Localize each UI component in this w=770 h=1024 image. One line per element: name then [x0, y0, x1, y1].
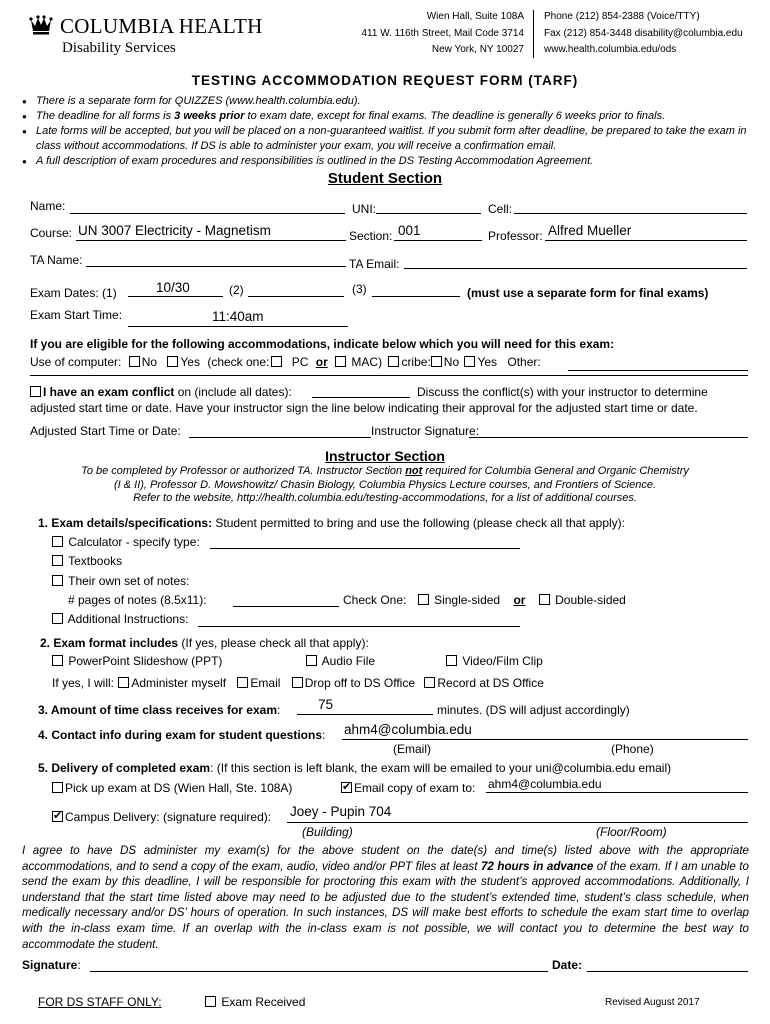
revision-date: Revised August 2017	[605, 997, 700, 1008]
double-sided-label: Double-sided	[555, 593, 626, 607]
dropoff-label: Drop off to DS Office	[304, 676, 416, 690]
name-field[interactable]	[70, 213, 345, 214]
uni-field[interactable]	[376, 213, 481, 214]
notes-option	[52, 574, 190, 588]
exam-date-2-label: (2)	[229, 283, 244, 297]
student-separator	[30, 375, 748, 376]
single-sided-label: Single-sided	[434, 593, 501, 607]
eligibility-text: If you are eligible for the following accommodations, indicate below which you will need for this exam:	[30, 337, 615, 351]
professor-underline	[545, 240, 747, 241]
calculator-type-field[interactable]	[210, 548, 520, 549]
section-field[interactable]: 001	[398, 223, 421, 238]
professor-label: Professor:	[488, 229, 543, 243]
conflict-instructions: Discuss the conflict(s) with your instructor to determine	[417, 385, 708, 399]
ppt-label: PowerPoint Slideshow (PPT)	[68, 654, 223, 668]
computer-no-checkbox[interactable]	[129, 356, 140, 367]
administer-checkbox[interactable]	[118, 677, 129, 688]
date-field[interactable]	[587, 971, 748, 972]
exam-dates-label: Exam Dates: (1)	[30, 286, 117, 300]
agreement-emphasis: 72 hours in advance	[480, 859, 594, 873]
pc-checkbox[interactable]	[271, 356, 282, 367]
campus-delivery-checkbox[interactable]	[52, 811, 63, 822]
scribe-checkbox[interactable]	[388, 356, 399, 367]
mac-label: MAC)	[351, 355, 383, 369]
q3-label: 3. Amount of time class receives for exam	[38, 703, 277, 717]
instruction-item	[22, 109, 752, 124]
ifyes-row	[52, 676, 544, 690]
q1-label: 1. Exam details/specifications:	[38, 516, 213, 530]
deadline-emphasis: 3 weeks prior	[174, 110, 245, 122]
question-4	[38, 728, 325, 742]
instruction-text: The deadline for all forms is	[36, 110, 175, 122]
audio-option	[306, 654, 375, 668]
additional-label: Additional Instructions:	[67, 612, 189, 626]
double-sided-checkbox[interactable]	[539, 594, 550, 605]
email-copy-checkbox[interactable]	[341, 782, 352, 793]
q2-text: (If yes, please check all that apply):	[178, 636, 369, 650]
email-caption: (Email)	[393, 742, 431, 756]
email-copy-underline	[486, 792, 748, 793]
exam-time-field[interactable]: 75	[318, 697, 334, 712]
floor-room-caption: (Floor/Room)	[596, 825, 667, 839]
pages-of-notes-label: # pages of notes (8.5x11):	[68, 593, 207, 607]
video-option	[446, 654, 543, 668]
q1-text: Student permitted to bring and use the following (please check all that apply):	[212, 516, 625, 530]
contact-email-field[interactable]: ahm4@columbia.edu	[344, 722, 472, 737]
campus-delivery-label: Campus Delivery: (signature required):	[65, 810, 272, 824]
or-label: or	[315, 355, 328, 369]
instructor-signature-field[interactable]	[469, 437, 748, 438]
exam-date-1-field[interactable]: 10/30	[156, 280, 190, 295]
question-1	[38, 516, 625, 530]
ta-email-field[interactable]	[404, 268, 747, 269]
notes-checkbox[interactable]	[52, 575, 63, 586]
administer-label: Administer myself	[131, 676, 227, 690]
phone-info: Phone (212) 854-2388 (Voice/TTY)	[544, 11, 700, 22]
start-time-field[interactable]: 11:40am	[212, 309, 264, 324]
q2-label: 2. Exam format includes	[40, 636, 179, 650]
q3-colon: :	[277, 703, 281, 717]
video-checkbox[interactable]	[446, 655, 457, 666]
exam-date-3-field[interactable]	[372, 296, 460, 297]
scribe-yes-checkbox[interactable]	[464, 356, 475, 367]
date-label: Date:	[552, 958, 583, 972]
phone-caption: (Phone)	[611, 742, 654, 756]
conflict-row	[30, 385, 292, 399]
building-caption: (Building)	[302, 825, 353, 839]
ifyes-label: If yes, I will:	[52, 676, 115, 690]
staff-only-label: FOR DS STAFF ONLY:	[38, 995, 162, 1009]
course-label: Course:	[30, 226, 73, 240]
record-checkbox[interactable]	[424, 677, 435, 688]
pages-of-notes-field[interactable]	[233, 606, 339, 607]
mac-checkbox[interactable]	[335, 356, 346, 367]
professor-field[interactable]: Alfred Mueller	[548, 223, 632, 238]
note-emphasis: not	[405, 465, 423, 477]
course-field[interactable]: UN 3007 Electricity - Magnetism	[78, 223, 271, 238]
scribe-yes-label: Yes	[477, 355, 498, 369]
audio-checkbox[interactable]	[306, 655, 317, 666]
email-checkbox[interactable]	[237, 677, 248, 688]
header-divider	[533, 10, 534, 58]
email-copy-label: Email copy of exam to:	[354, 781, 476, 795]
email-label: Email	[250, 676, 281, 690]
address-line-3: New York, NY 10027	[431, 44, 524, 55]
website-info: www.health.columbia.edu/ods	[544, 44, 677, 55]
or-label: or	[513, 593, 526, 607]
computer-yes-checkbox[interactable]	[167, 356, 178, 367]
instruction-item: ● Late forms will be accepted, but you will be placed on a non-guaranteed waitlist. If you submit form after deadline, be prepared to take the exam in class without accommodations. If DS is able to administer your exam, you will receive a confirmation email.	[22, 124, 752, 154]
exam-time-underline	[297, 714, 433, 715]
other-label: Other:	[507, 355, 541, 369]
note-text: required for Columbia General and Organic Chemistry	[422, 465, 689, 477]
question-5	[38, 761, 671, 775]
instructor-note-1	[0, 465, 770, 477]
notes-label: Their own set of notes:	[68, 574, 190, 588]
adjusted-time-field[interactable]	[189, 437, 371, 438]
crown-logo-icon	[28, 14, 54, 36]
pc-label: PC	[291, 355, 309, 369]
textbooks-label: Textbooks	[68, 554, 123, 568]
exam-received-label: Exam Received	[221, 995, 306, 1009]
audio-label: Audio File	[321, 654, 376, 668]
contact-underline	[342, 739, 748, 740]
exam-received-option	[205, 995, 305, 1009]
additional-instructions-field[interactable]	[198, 626, 520, 627]
cell-label: Cell:	[488, 202, 513, 216]
instructor-signature-label: Instructor Signature:	[371, 424, 480, 438]
q4-label: 4. Contact info during exam for student questions	[38, 728, 323, 742]
instructor-section-heading: Instructor Section	[325, 448, 445, 464]
instructor-note-3: Refer to the website, http://health.columbia.edu/testing-accommodations, for a list of additional courses.	[133, 492, 637, 504]
final-exam-note: (must use a separate form for final exams)	[467, 286, 709, 300]
start-time-underline	[128, 326, 348, 327]
cell-field[interactable]	[514, 213, 747, 214]
q5-text: : (If this section is left blank, the exam will be emailed to your uni@columbia.edu email)	[210, 761, 672, 775]
exam-date-2-field[interactable]	[248, 296, 344, 297]
scribe-no-checkbox[interactable]	[431, 356, 442, 367]
address-line-2: 411 W. 116th Street, Mail Code 3714	[361, 28, 524, 39]
adjusted-time-label: Adjusted Start Time or Date:	[30, 424, 181, 438]
textbooks-option	[52, 554, 122, 568]
campus-building-field[interactable]: Joey - Pupin 704	[290, 804, 392, 819]
record-label: Record at DS Office	[437, 676, 544, 690]
section-label: Section:	[349, 229, 393, 243]
exam-time-note: minutes. (DS will adjust accordingly)	[437, 703, 630, 717]
check-one-label: Check One:	[343, 593, 407, 607]
computer-yes-label: Yes	[180, 355, 200, 369]
agreement-text	[22, 843, 749, 952]
additional-option	[52, 612, 188, 626]
agreement-part: of the exam. If I am unable to send the exam by this deadline, I will be responsible for proctoring this exam with the student’s approved accommodations. Additionally, I understand that the start time listed above may need to be adjusted due to the student’s extended time, student’s class schedule, when medically necessary and/or DS’ hours of operation. In such instances, DS will make best efforts to schedule the exam start time to overlap with the in-class exam time. If an overlap with the in-class exam is not possible, we will contact you to determine the best way to accommodate the student.	[22, 859, 749, 951]
student-section-heading: Student Section	[327, 170, 443, 187]
q5-label: 5. Delivery of completed exam	[38, 761, 211, 775]
instructor-note-2: (I & II), Professor D. Mowshowitz/ Chasin Biology, Columbia Physics Lecture courses, and Frontiers of Science.	[113, 479, 657, 491]
org-name: COLUMBIA HEALTH	[60, 14, 263, 38]
computer-label: Use of computer:	[30, 355, 122, 369]
textbooks-checkbox[interactable]	[52, 555, 63, 566]
instruction-item: ● There is a separate form for QUIZZES (www.health.columbia.edu).	[22, 94, 752, 109]
signature-label	[22, 958, 81, 972]
computer-no-label: No	[141, 355, 158, 369]
calculator-checkbox[interactable]	[52, 536, 63, 547]
calculator-option	[52, 535, 200, 549]
signature-colon: :	[77, 958, 81, 972]
conflict-label: I have an exam conflict	[43, 385, 175, 399]
check-one-label: (check one:	[207, 355, 270, 369]
sided-row	[343, 593, 626, 607]
ta-name-field[interactable]	[86, 266, 346, 267]
ppt-checkbox[interactable]	[52, 655, 63, 666]
signature-field[interactable]	[90, 971, 548, 972]
name-label: Name:	[30, 199, 66, 213]
exam-date-3-label: (3)	[352, 282, 367, 296]
section-underline	[394, 240, 482, 241]
fax-email-info: Fax (212) 854-3448 disability@columbia.edu	[544, 28, 743, 39]
accommodations-row	[30, 355, 541, 369]
ppt-option	[52, 654, 222, 668]
form-title: TESTING ACCOMMODATION REQUEST FORM (TARF)	[191, 73, 579, 88]
additional-checkbox[interactable]	[52, 613, 63, 624]
exam-received-checkbox[interactable]	[205, 996, 216, 1007]
video-label: Video/Film Clip	[462, 654, 543, 668]
note-text: To be completed by Professor or authorized TA. Instructor Section	[81, 465, 406, 477]
exam-date-1-underline	[128, 296, 223, 297]
campus-delivery-option	[52, 810, 271, 824]
conflict-checkbox[interactable]	[30, 386, 41, 397]
instruction-text: to exam date, except for final exams. The deadline is generally 6 weeks prior to finals.	[244, 110, 666, 122]
pickup-checkbox[interactable]	[52, 782, 63, 793]
scribe-no-label: No	[443, 355, 460, 369]
instructions-list	[22, 94, 752, 169]
course-underline	[76, 240, 346, 241]
conflict-dates-field[interactable]	[312, 397, 410, 398]
calculator-label: Calculator - specify type:	[68, 535, 200, 549]
dropoff-checkbox[interactable]	[292, 677, 303, 688]
question-3	[38, 703, 280, 717]
ta-email-label: TA Email:	[349, 257, 400, 271]
q4-colon: :	[322, 728, 326, 742]
scribe-label: cribe:	[401, 355, 431, 369]
pickup-option	[52, 781, 292, 795]
address-line-1: Wien Hall, Suite 108A	[426, 11, 524, 22]
ta-name-label: TA Name:	[30, 253, 83, 267]
campus-underline	[287, 822, 748, 823]
conflict-instructions-cont: adjusted start time or date. Have your instructor sign the line below indicating their approval for the adjusted start time or date.	[30, 401, 698, 415]
email-copy-option	[341, 781, 475, 795]
instruction-item: ● A full description of exam procedures and responsibilities is outlined in the DS Testing Accommodation Agreement.	[22, 154, 752, 169]
email-copy-field[interactable]: ahm4@columbia.edu	[488, 777, 602, 791]
other-field[interactable]	[568, 370, 748, 371]
single-sided-checkbox[interactable]	[418, 594, 429, 605]
conflict-text: on (include all dates):	[174, 385, 292, 399]
start-time-label: Exam Start Time:	[30, 308, 123, 322]
agreement-part: I agree to have DS administer my exam(s) for the above student on the date(s) and time(s) listed above with the appropriate accommodations, and to send a copy of the exam, audio, video and/or PPT files at least	[22, 844, 749, 873]
pickup-label: Pick up exam at DS (Wien Hall, Ste. 108A)	[65, 781, 293, 795]
uni-label: UNI:	[352, 202, 376, 216]
org-subtitle: Disability Services	[62, 40, 176, 56]
question-2	[40, 636, 369, 650]
signature-label-text: Signature	[22, 958, 78, 972]
